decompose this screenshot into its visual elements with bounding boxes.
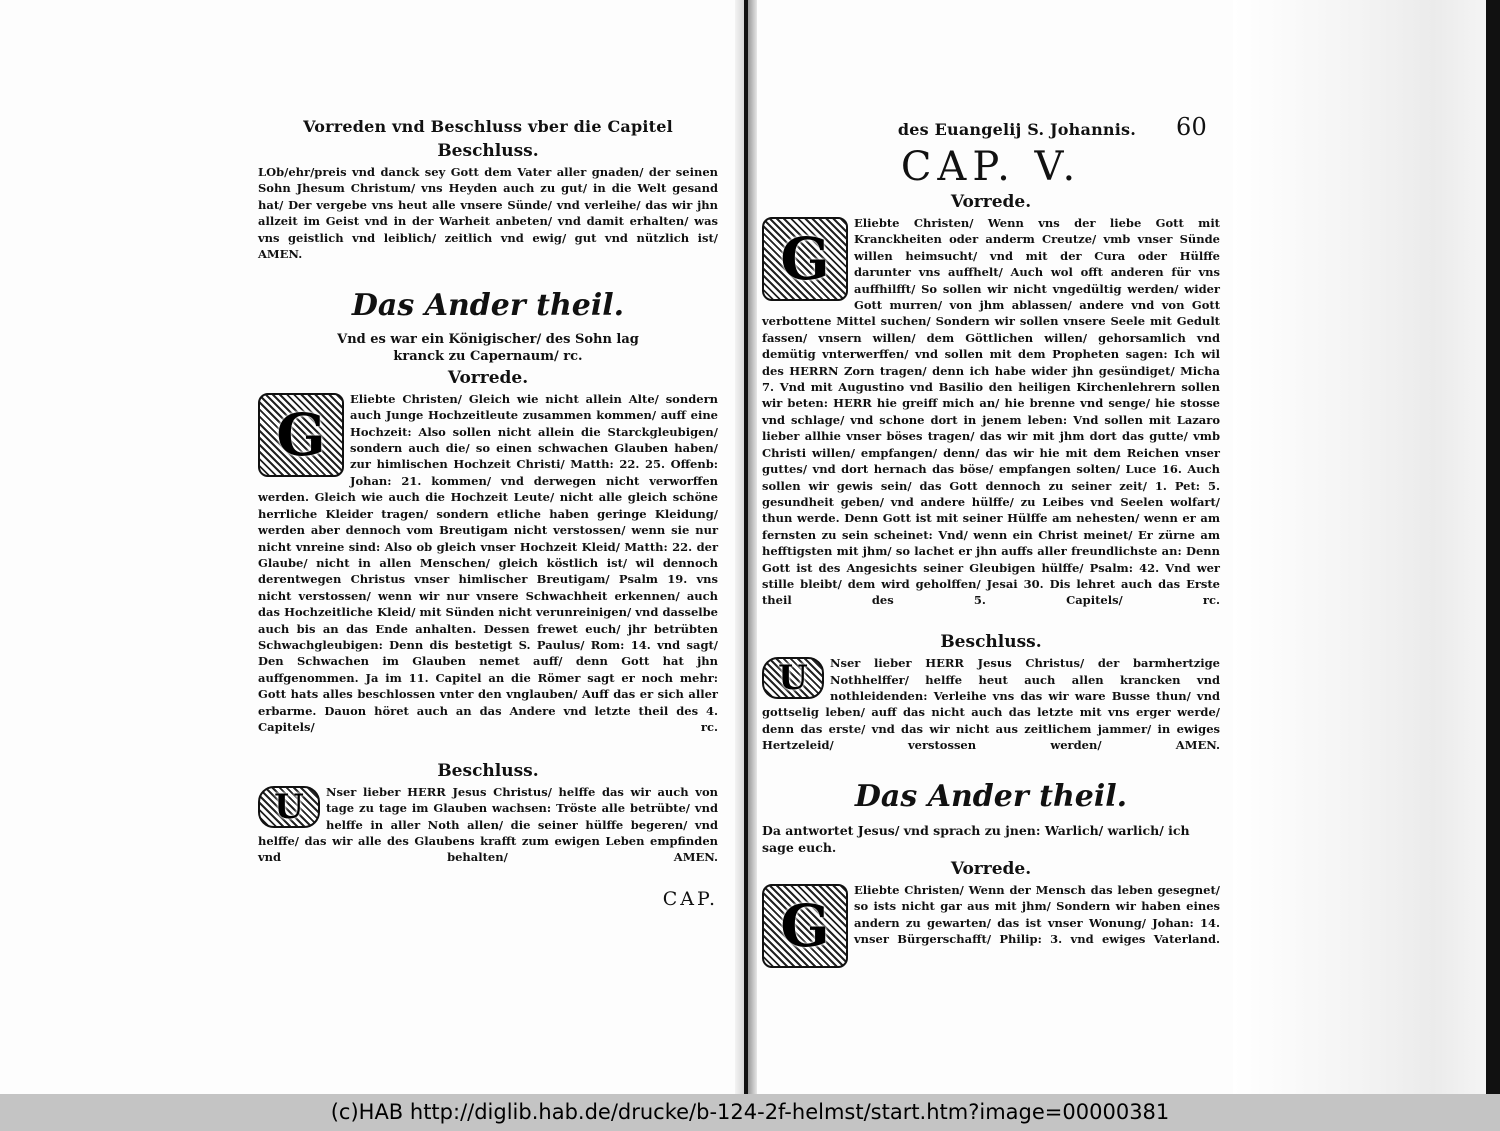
right-conclusion-text: Nser lieber HERR Jesus Christus/ der barmhertzige Nothhelffer/ helffe heut auch allen krancken vnd nothleidenden: Verleihe vns das wir ware Busse thun/ vnd gottselig leben/ auff das nicht auch das letzte mit vns erger werde/ denn das erste/ vnd das wir nicht aus zeitlichem jammer/ in ewiges Hertzeleid/ verstossen werden/ AMEN. (762, 656, 1220, 753)
book-spine-shadow (744, 0, 748, 1094)
page-edge-shadow (1233, 0, 1500, 1094)
ornamental-initial (258, 393, 344, 477)
left-closing (258, 784, 718, 882)
initial-letter: G (276, 400, 326, 469)
left-preface-text: Eliebte Christen/ Gleich wie nicht allein Alte/ sondern auch Junge Hochzeitleute zusammen kommen/ auff eine Hochzeit: Also sollen nicht allein die Starckgleubigen/ sondern auch die/ so einen schwachen Glauben haben/ zur himlischen Hochzeit Christi/ Matth: 22. 25. Offenb: Johan: 21. kommen/ vnd derwegen nicht verworffen werden. Gleich wie auch die Hochzeit Leute/ nicht alle gleich schöne herrliche Kleider tragen/ sondern etliche haben geringe Kleidung/ werden aber dennoch vom Breutigam nicht verstossen/ wenn sie nur nicht vnreine sind: Also ob gleich vnser Hochzeit Kleid/ Matth: 22. der Glaube/ nicht in allen Menschen/ gleich köstlich ist/ wil dennoch derentwegen Christus vnser himlischer Breutigam/ Psalm 19. vns nicht verstossen/ wenn wir nur vnsere Schwachheit erkennen/ auch das Hochzeitliche Kleid/ mit Sünden nicht verunreinigen/ vnd dasselbe auch bis an das Ende anhalten. Dessen frewet euch/ jhr betrübten Schwachgleubigen: Denn dis bestetigt S. Paulus/ Rom: 14. vnd sagt/ Den Schwachen im Glauben nemet auff/ denn Gott hat jhn auffgenommen. Ja im 11. Capitel an die Römer sagt er noch mehr: Gott hats alles beschlossen vnter den vnglauben/ Auff das er sich aller erbarme. Dauon höret auch an das Andere vnd letzte theil des 4. Capitels/ rc. (258, 391, 718, 734)
right-part-title: Das Ander theil. (854, 779, 1128, 814)
initial-letter: G (780, 224, 830, 293)
ornamental-initial (762, 657, 824, 699)
right-second-preface-heading: Vorrede. (950, 859, 1032, 879)
right-preface-heading: Vorrede. (950, 192, 1032, 212)
right-running-head (762, 113, 1220, 141)
left-closing-text: Nser lieber HERR Jesus Christus/ helffe das wir auch von tage zu tage im Glauben wachsen: Tröste alle betrübte/ vnd helffe in aller Noth allen/ die seiner hülffe begeren/ vnd helffe/ das wir alle des Glaubens krafft zum ewigen Leben empfinden vnd behalten/ AMEN. (258, 784, 718, 865)
initial-letter: U (274, 786, 304, 827)
scan-border (1486, 0, 1500, 1094)
right-running-head-text: des Euangelij S. Johannis. (897, 120, 1136, 139)
right-verse-line: Da antwortet Jesus/ vnd sprach zu jnen: Warlich/ warlich/ ich sage euch. (762, 823, 1190, 855)
left-verse-line-1: Vnd es war ein Königischer/ des Sohn lag (337, 331, 639, 347)
left-conclusion-text: LOb/ehr/preis vnd danck sey Gott dem Vater aller gnaden/ der seinen Sohn Jhesum Christum/ vns Heyden auch zu gut/ in die Welt gesand hat/ Der vergebe vns heut alle vnsere Sünde/ vnd verleihe/ das wir jhn allzeit im Geist vnd in der Warheit anbeten/ vnd damit erhalten/ was vns geistlich vnd leiblich/ zeitlich vnd ewig/ gut vnd nützlich ist/ AMEN. (258, 165, 718, 262)
page-number: 60 (1176, 113, 1207, 141)
left-conclusion-heading: Beschluss. (437, 141, 539, 161)
left-verse-line-2: kranck zu Capernaum/ rc. (393, 348, 583, 364)
left-preface-heading: Vorrede. (447, 367, 529, 388)
left-running-head: Vorreden vnd Beschluss vber die Capitel (303, 117, 673, 136)
left-page (258, 116, 718, 910)
left-part-title: Das Ander theil. (351, 287, 625, 323)
copyright-footer: (c)HAB http://diglib.hab.de/drucke/b-124-2f-helmst/start.htm?image=00000381 (0, 1094, 1500, 1131)
ornamental-initial (258, 786, 320, 828)
initial-letter: U (778, 657, 808, 698)
right-page (762, 113, 1220, 986)
left-closing-heading: Beschluss. (437, 760, 539, 781)
right-preface-text: Eliebte Christen/ Wenn vns der liebe Gott mit Kranckheiten oder anderm Creutze/ vmb vnser Sünde willen heimsucht/ vnd mit der Cura oder Hülffe darunter vns auffhelt/ Auch wol offt anderen für vns auffhilfft/ So sollen wir nicht vngedültig werden/ wider Gott murren/ von jhm ablassen/ andere vnd von Gott verbottene Mittel suchen/ Sondern wir sollen vnsere Seele mit Gedult fassen/ vnsern willen/ dem Göttlichen willen/ gehorsamlich vnd demütig vnterwerffen/ vnd sollen mit dem Propheten sagen: Ich wil des HERRN Zorn tragen/ denn ich habe wider jhn gesündiget/ Micha 7. Vnd mit Augustino vnd Basilio den heiligen Kirchenlehrern sollen wir beten: HERR hie greiff mich an/ hie brenne vnd senge/ hie stosse vnd schlage/ vnd schone dort in jenem leben: Vnd sollen mit Lazaro lieber allhie vnser böses tragen/ das wir mit jhm dort das gutte/ vmb Christi willen/ empfangen/ denn/ das wir hie mit dem Reichen vnser guttes/ vnd dort hernach das böse/ empfangen solten/ Luce 16. Auch sollen wir gewis sein/ das Gott dennoch zu seiner zeit/ 1. Pet: 5. gesundheit geben/ vnd andere hülffe/ zu Leibes vnd Seelen wolfart/ thun werde. Denn Gott ist mit seiner Hülffe am nehesten/ wenn er am fernsten zu sein scheinet: Vnd/ wenn ein Christ meinet/ Er zürne am hefftigsten mit jhm/ so lachet er jhn auffs aller freundlichste an: Denn Gott ist des Angesichts seiner Gleubigen hülffe/ Psalm: 42. Vnd wer stille bleibt/ dem wird geholffen/ Jesai 30. Dis lehret auch das Erste theil des 5. Capitels/ rc. (762, 216, 1220, 608)
ornamental-initial (762, 884, 848, 968)
right-preface (762, 215, 1220, 625)
right-second-preface (762, 882, 1220, 984)
right-conclusion (762, 655, 1220, 770)
ornamental-initial (762, 217, 848, 301)
right-second-preface-text: Eliebte Christen/ Wenn der Mensch das leben gesegnet/ so ists nicht gar aus mit jhm/ Sondern wir haben eines andern zu gewarten/ das ist vnser Wonung/ Johan: 14. vnser Bürgerschafft/ Philip: 3. vnd ewiges Vaterland. (854, 883, 1220, 947)
right-conclusion-heading: Beschluss. (940, 632, 1042, 653)
chapter-title: CAP. V. (900, 144, 1082, 190)
initial-letter: G (780, 891, 830, 960)
left-preface (258, 391, 718, 752)
catchword: CAP. (662, 888, 718, 911)
